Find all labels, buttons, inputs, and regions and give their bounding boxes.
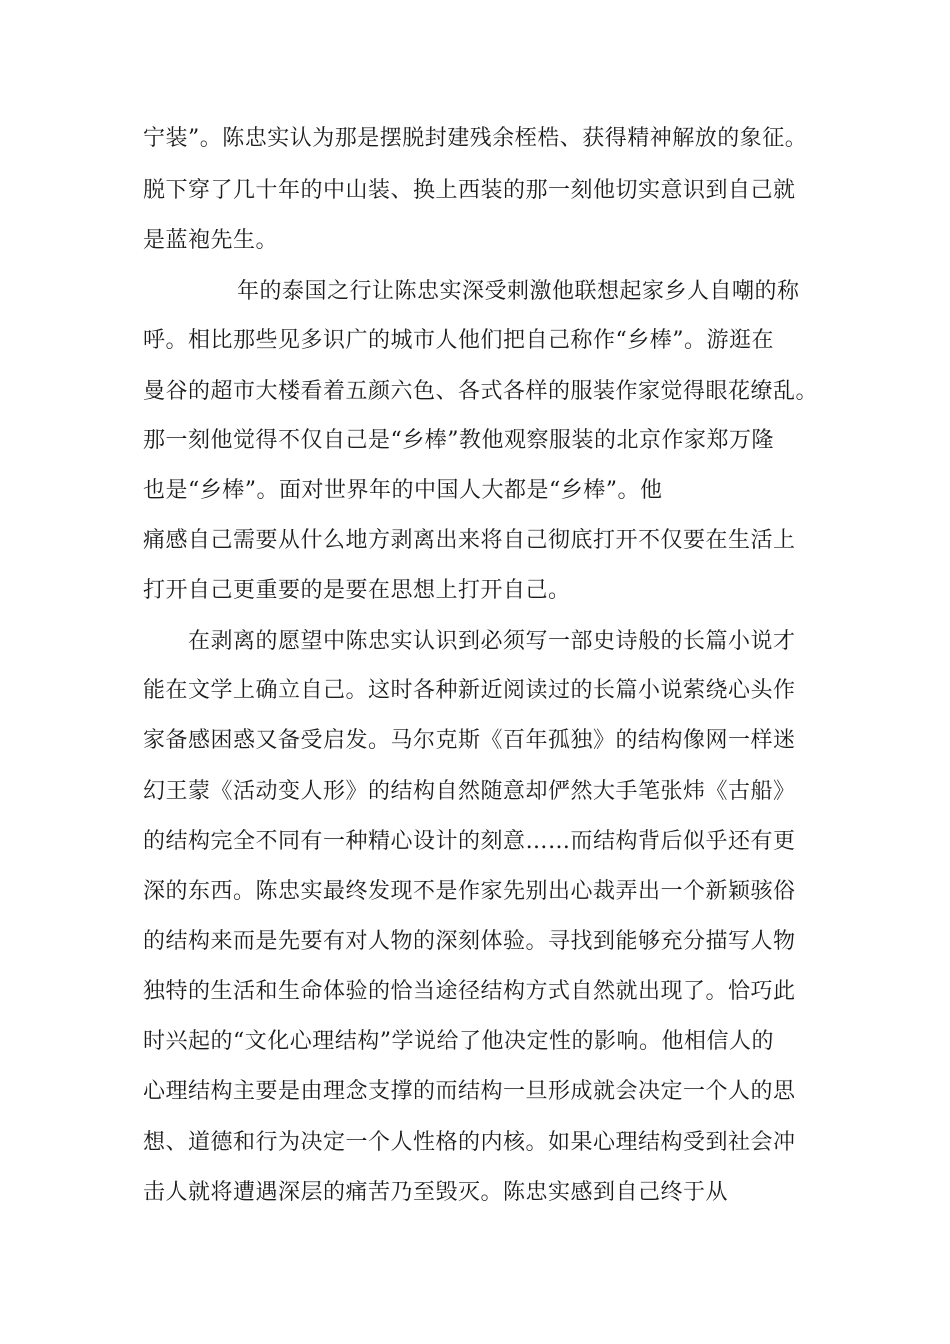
text-line: 心理结构主要是由理念支撑的而结构一旦形成就会决定一个人的思 <box>143 1079 796 1104</box>
text-line: 在剥离的愿望中陈忠实认识到必须写一部史诗般的长篇小说才 <box>188 629 796 654</box>
text-line: 打开自己更重要的是要在思想上打开自己。 <box>143 578 571 603</box>
text-line: 曼谷的超市大楼看着五颜六色、各式各样的服装作家觉得眼花缭乱。 <box>143 379 819 404</box>
text-line: 那一刻他觉得不仅自己是“乡棒”教他观察服装的北京作家郑万隆 <box>143 428 774 453</box>
text-line: 痛感自己需要从什么地方剥离出来将自己彻底打开不仅要在生活上 <box>143 528 796 553</box>
text-line: 宁装”。陈忠实认为那是摆脱封建残余桎梏、获得精神解放的象征。 <box>143 126 808 151</box>
text-line: 呼。相比那些见多识广的城市人他们把自己称作“乡棒”。游逛在 <box>143 328 774 353</box>
text-line: 时兴起的“文化心理结构”学说给了他决定性的影响。他相信人的 <box>143 1029 774 1054</box>
text-line: 的结构完全不同有一种精心设计的刻意……而结构背后似乎还有更 <box>143 829 796 854</box>
text-line: 家备感困惑又备受启发。马尔克斯《百年孤独》的结构像网一样迷 <box>143 728 796 753</box>
text-line: 也是“乡棒”。面对世界年的中国人大都是“乡棒”。他 <box>143 478 663 503</box>
text-line: 深的东西。陈忠实最终发现不是作家先别出心裁弄出一个新颖骇俗 <box>143 879 796 904</box>
text-line: 是蓝袍先生。 <box>143 228 279 253</box>
text-line: 独特的生活和生命体验的恰当途径结构方式自然就出现了。恰巧此 <box>143 979 796 1004</box>
text-line: 幻王蒙《活动变人形》的结构自然随意却俨然大手笔张炜《古船》 <box>143 779 796 804</box>
text-line: 年的泰国之行让陈忠实深受刺激他联想起家乡人自嘲的称 <box>237 279 800 304</box>
text-line: 能在文学上确立自己。这时各种新近阅读过的长篇小说萦绕心头作 <box>143 678 796 703</box>
text-line: 想、道德和行为决定一个人性格的内核。如果心理结构受到社会冲 <box>143 1130 796 1155</box>
text-line: 脱下穿了几十年的中山装、换上西装的那一刻他切实意识到自己就 <box>143 178 796 203</box>
text-line: 击人就将遭遇深层的痛苦乃至毁灭。陈忠实感到自己终于从 <box>143 1180 729 1205</box>
text-line: 的结构来而是先要有对人物的深刻体验。寻找到能够充分描写人物 <box>143 929 796 954</box>
